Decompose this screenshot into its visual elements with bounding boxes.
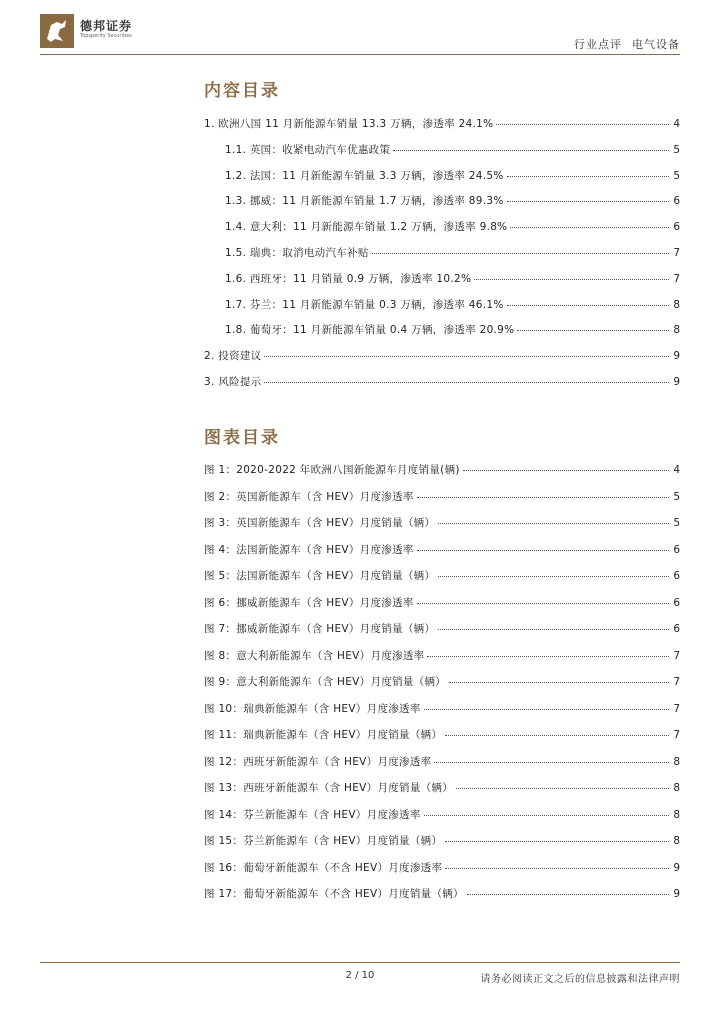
toc-entry-page: 8 bbox=[673, 782, 680, 794]
toc-entry-label: 1.3. 挪威：11 月新能源车销量 1.7 万辆，渗透率 89.3% bbox=[225, 195, 504, 208]
toc-entry-label: 图 9：意大利新能源车（含 HEV）月度销量（辆） bbox=[204, 676, 447, 688]
header-divider bbox=[40, 54, 680, 55]
toc-entry[interactable] bbox=[204, 833, 680, 860]
dot-leader bbox=[456, 788, 669, 789]
toc-entry-label: 图 10：瑞典新能源车（含 HEV）月度渗透率 bbox=[204, 702, 421, 715]
report-category bbox=[574, 36, 680, 52]
toc-entry[interactable] bbox=[204, 297, 680, 323]
toc-entry-label: 图 13：西班牙新能源车（含 HEV）月度销量（辆） bbox=[204, 782, 454, 794]
contents-title: 内容目录 bbox=[204, 81, 280, 101]
toc-entry-page: 7 bbox=[673, 649, 680, 662]
industry-name: 电气设备 bbox=[632, 38, 680, 51]
dot-leader bbox=[445, 841, 669, 842]
toc-entry-label: 图 1：2020-2022 年欧洲八国新能源车月度销量(辆) bbox=[204, 464, 460, 476]
dot-leader bbox=[474, 279, 669, 280]
toc-entry-label: 2. 投资建议 bbox=[204, 350, 262, 363]
dot-leader bbox=[424, 815, 669, 816]
toc-entry-label: 图 7：挪威新能源车（含 HEV）月度销量（辆） bbox=[204, 623, 436, 635]
dot-leader bbox=[467, 894, 669, 895]
toc-entry[interactable] bbox=[204, 515, 680, 542]
toc-entry-label: 1.8. 葡萄牙：11 月新能源车销量 0.4 万辆，渗透率 20.9% bbox=[225, 324, 515, 337]
dot-leader bbox=[393, 150, 669, 151]
toc-entry-page: 9 bbox=[673, 375, 680, 388]
toc-entry-page: 4 bbox=[673, 118, 680, 130]
toc-entry[interactable] bbox=[204, 807, 680, 834]
footer-divider bbox=[40, 962, 680, 963]
dot-leader bbox=[438, 576, 669, 577]
toc-entry-page: 6 bbox=[673, 543, 680, 556]
toc-entry-page: 7 bbox=[673, 246, 680, 259]
toc-entry[interactable] bbox=[204, 348, 680, 374]
toc-entry[interactable] bbox=[204, 674, 680, 701]
toc-entry[interactable] bbox=[204, 193, 680, 219]
toc-entry[interactable] bbox=[204, 168, 680, 194]
toc-entry-page: 9 bbox=[673, 888, 680, 900]
toc-entry-label: 图 2：英国新能源车（含 HEV）月度渗透率 bbox=[204, 490, 414, 503]
dot-leader bbox=[517, 330, 669, 331]
dot-leader bbox=[496, 124, 669, 125]
toc-entry-page: 8 bbox=[673, 808, 680, 821]
toc-entry[interactable] bbox=[204, 219, 680, 245]
dot-leader bbox=[463, 470, 669, 471]
toc-entry-label: 1.4. 意大利：11 月新能源车销量 1.2 万辆，渗透率 9.8% bbox=[225, 221, 508, 234]
toc-entry[interactable] bbox=[204, 886, 680, 913]
dot-leader bbox=[510, 227, 669, 228]
dot-leader bbox=[427, 656, 669, 657]
dot-leader bbox=[417, 497, 669, 498]
toc-entry-page: 5 bbox=[673, 169, 680, 182]
toc-entry-page: 7 bbox=[673, 676, 680, 688]
toc-entry[interactable] bbox=[204, 489, 680, 516]
toc-entry[interactable] bbox=[204, 142, 680, 168]
toc-entry-label: 图 4：法国新能源车（含 HEV）月度渗透率 bbox=[204, 543, 414, 556]
toc-entry-page: 9 bbox=[673, 861, 680, 874]
toc-entry-page: 8 bbox=[673, 298, 680, 311]
toc-entry-page: 6 bbox=[673, 570, 680, 582]
toc-entry-label: 1. 欧洲八国 11 月新能源车销量 13.3 万辆，渗透率 24.1% bbox=[204, 118, 494, 130]
toc-entry[interactable] bbox=[204, 648, 680, 675]
toc-entry-page: 7 bbox=[673, 729, 680, 741]
dot-leader bbox=[507, 201, 669, 202]
figures-title: 图表目录 bbox=[204, 428, 280, 448]
figures-list bbox=[204, 462, 680, 913]
toc-entry-label: 图 15：芬兰新能源车（含 HEV）月度销量（辆） bbox=[204, 835, 443, 847]
dot-leader bbox=[507, 176, 669, 177]
dot-leader bbox=[424, 709, 669, 710]
dot-leader bbox=[264, 382, 669, 383]
toc-entry-page: 7 bbox=[673, 702, 680, 715]
legal-disclaimer: 请务必阅读正文之后的信息披露和法律声明 bbox=[480, 974, 680, 985]
toc-entry-page: 6 bbox=[673, 221, 680, 234]
page-header bbox=[40, 12, 680, 56]
toc-entry[interactable] bbox=[204, 116, 680, 142]
toc-entry-page: 5 bbox=[673, 490, 680, 503]
toc-entry-page: 7 bbox=[673, 272, 680, 285]
report-type: 行业点评 bbox=[574, 38, 622, 51]
toc-entry-page: 8 bbox=[673, 755, 680, 768]
contents-list bbox=[204, 116, 680, 400]
toc-entry-page: 6 bbox=[673, 195, 680, 208]
toc-entry-label: 1.7. 芬兰：11 月新能源车销量 0.3 万辆，渗透率 46.1% bbox=[225, 298, 504, 311]
toc-entry-page: 6 bbox=[673, 596, 680, 609]
toc-entry[interactable] bbox=[204, 595, 680, 622]
page-number: 2 / 10 bbox=[345, 970, 375, 981]
dot-leader bbox=[438, 629, 669, 630]
toc-entry[interactable] bbox=[204, 374, 680, 400]
company-subtitle: Topsperity Securities bbox=[80, 33, 132, 39]
toc-entry-page: 5 bbox=[673, 517, 680, 529]
toc-entry-label: 1.2. 法国：11 月新能源车销量 3.3 万辆，渗透率 24.5% bbox=[225, 169, 504, 182]
company-name: 德邦证券 bbox=[80, 19, 133, 33]
toc-entry[interactable] bbox=[204, 568, 680, 595]
toc-entry-label: 图 12：西班牙新能源车（含 HEV）月度渗透率 bbox=[204, 755, 432, 768]
toc-entry-page: 4 bbox=[673, 464, 680, 476]
toc-entry[interactable] bbox=[204, 780, 680, 807]
dot-leader bbox=[445, 868, 669, 869]
toc-entry[interactable] bbox=[204, 727, 680, 754]
toc-entry-label: 图 3：英国新能源车（含 HEV）月度销量（辆） bbox=[204, 517, 436, 529]
dot-leader bbox=[372, 253, 669, 254]
toc-entry-page: 5 bbox=[673, 143, 680, 156]
dot-leader bbox=[417, 603, 669, 604]
toc-entry[interactable] bbox=[204, 754, 680, 781]
dot-leader bbox=[449, 682, 669, 683]
dot-leader bbox=[445, 735, 669, 736]
toc-entry[interactable] bbox=[204, 322, 680, 348]
toc-entry-label: 图 11：瑞典新能源车（含 HEV）月度销量（辆） bbox=[204, 729, 443, 741]
toc-entry[interactable] bbox=[204, 860, 680, 887]
toc-entry-label: 图 6：挪威新能源车（含 HEV）月度渗透率 bbox=[204, 596, 414, 609]
toc-entry[interactable] bbox=[204, 701, 680, 728]
toc-entry[interactable] bbox=[204, 621, 680, 648]
toc-entry-label: 图 16：葡萄牙新能源车（不含 HEV）月度渗透率 bbox=[204, 861, 443, 874]
toc-entry-label: 1.6. 西班牙：11 月销量 0.9 万辆，渗透率 10.2% bbox=[225, 272, 472, 285]
toc-entry-page: 6 bbox=[673, 623, 680, 635]
dot-leader bbox=[507, 305, 669, 306]
toc-entry-page: 9 bbox=[673, 350, 680, 363]
toc-entry-label: 1.5. 瑞典：取消电动汽车补贴 bbox=[225, 246, 369, 259]
dot-leader bbox=[417, 550, 669, 551]
toc-entry[interactable] bbox=[204, 271, 680, 297]
toc-entry-label: 图 17：葡萄牙新能源车（不含 HEV）月度销量（辆） bbox=[204, 888, 464, 900]
toc-entry-page: 8 bbox=[673, 835, 680, 847]
toc-entry-page: 8 bbox=[673, 324, 680, 337]
company-logo bbox=[40, 14, 190, 48]
toc-entry-label: 3. 风险提示 bbox=[204, 375, 262, 388]
dot-leader bbox=[434, 762, 669, 763]
toc-entry-label: 图 14：芬兰新能源车（含 HEV）月度渗透率 bbox=[204, 808, 421, 821]
toc-entry-label: 1.1. 英国：收紧电动汽车优惠政策 bbox=[225, 143, 391, 156]
company-logo-icon bbox=[40, 14, 74, 48]
toc-entry-label: 图 8：意大利新能源车（含 HEV）月度渗透率 bbox=[204, 649, 425, 662]
toc-entry[interactable] bbox=[204, 245, 680, 271]
toc-entry-label: 图 5：法国新能源车（含 HEV）月度销量（辆） bbox=[204, 570, 436, 582]
dot-leader bbox=[264, 356, 669, 357]
toc-entry[interactable] bbox=[204, 542, 680, 569]
dot-leader bbox=[438, 523, 669, 524]
toc-entry[interactable] bbox=[204, 462, 680, 489]
